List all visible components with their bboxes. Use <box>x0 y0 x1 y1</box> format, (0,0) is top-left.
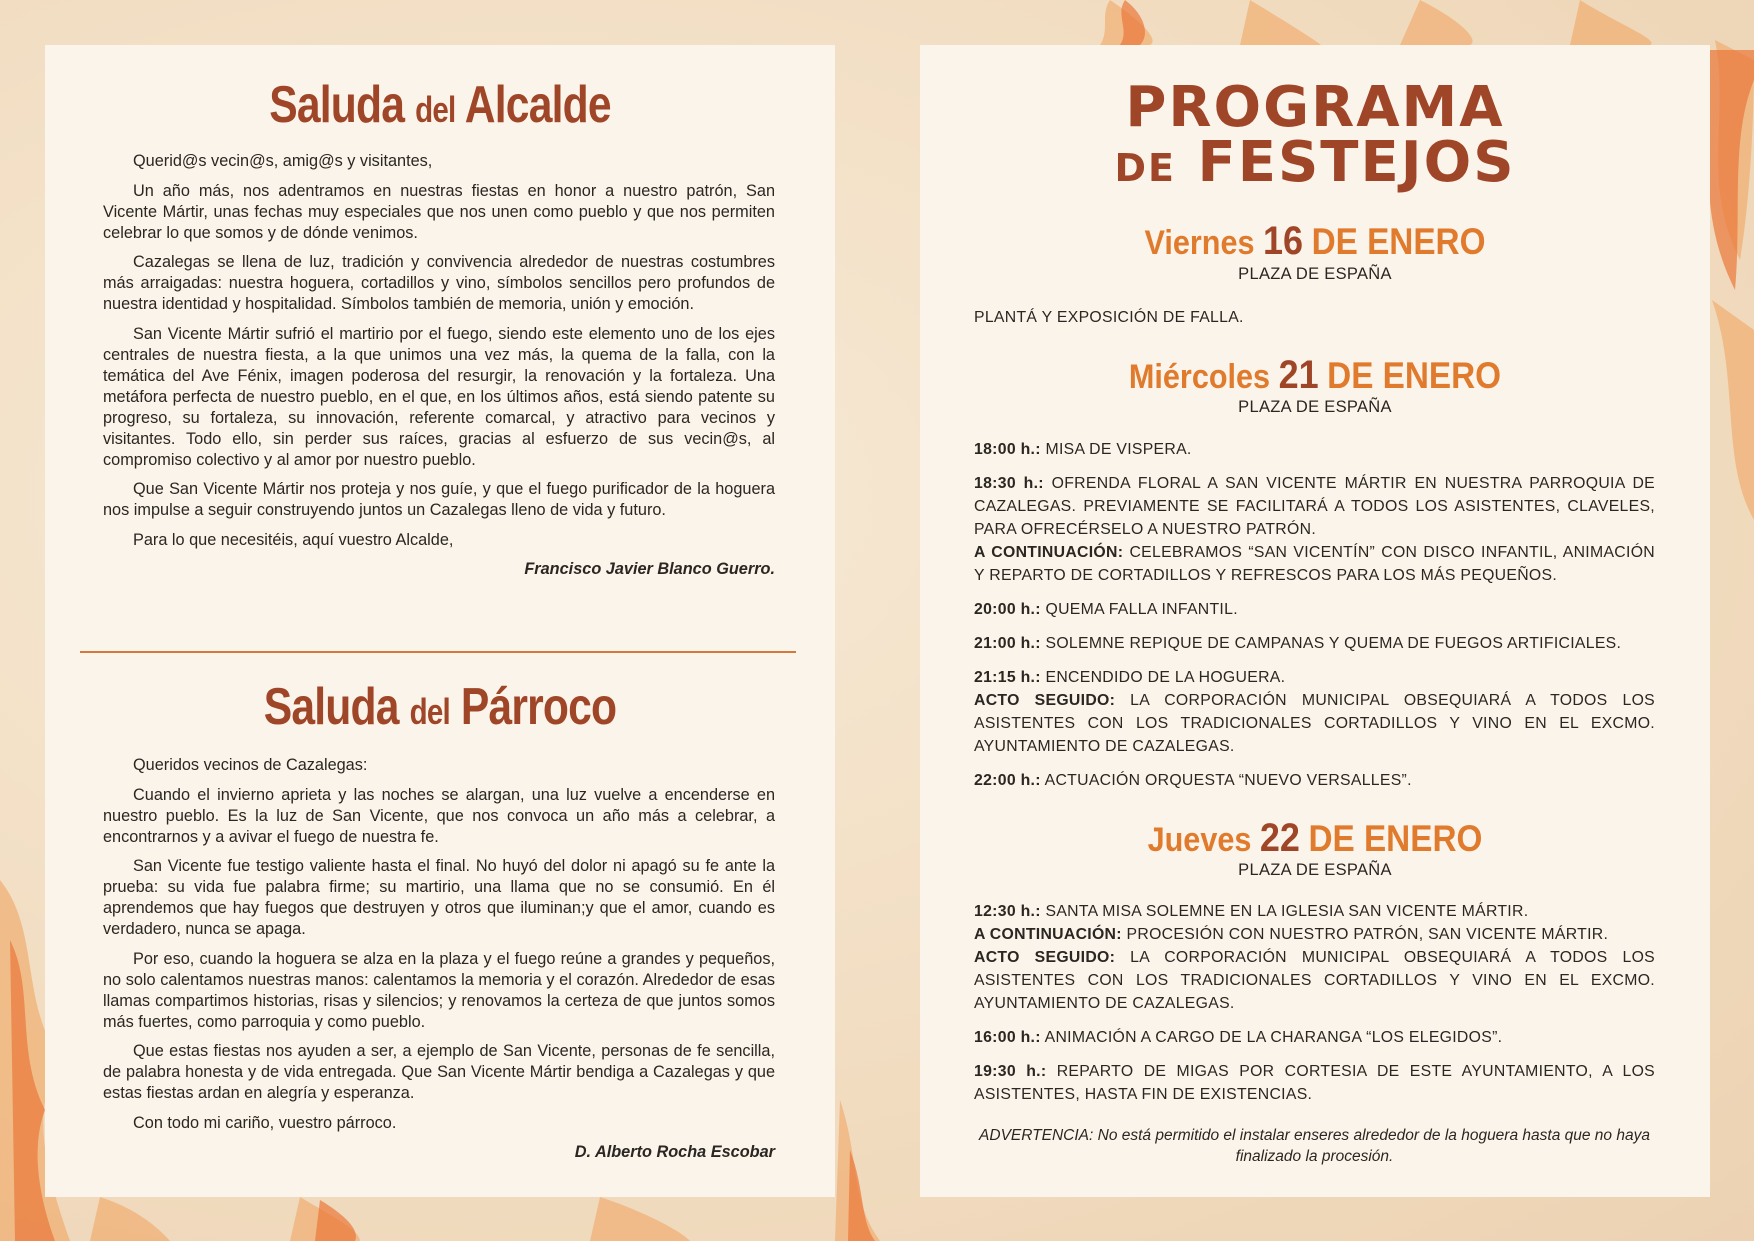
event-item: PLANTÁ Y EXPOSICIÓN DE FALLA. <box>974 309 1244 326</box>
parroco-paragraph: Cuando el invierno aprieta y las noches se alargan, una luz vuelve a encenderse en nuestro pueblo. Es la luz de San Vicente, que nos convoca un año más a celebrar, a encontrarnos y a avivar el fuego de nuestra fe. <box>103 785 775 846</box>
alcalde-paragraph: Cazalegas se llena de luz, tradición y convivencia alrededor de nuestras costumbres más arraigadas: nuestra hoguera, cortadillos y vino, símbolos sencillos pero profundos de nuestra identidad y hospitalidad. Símbolos también de memoria, unión y emoción. <box>103 253 775 313</box>
parroco-paragraph: Con todo mi cariño, vuestro párroco. <box>133 1113 397 1132</box>
parroco-signature: D. Alberto Rocha Escobar <box>574 1143 775 1161</box>
day-place: PLAZA DE ESPAÑA <box>1238 265 1392 283</box>
event-item: 18:30 h.: OFRENDA FLORAL A SAN VICENTE MÁRTIR EN NUESTRA PARROQUIA DE CAZALEGAS. PREVIAMENTE SE FACILITARÁ A TODOS LOS ASISTENTES, CLAVELES, PARA OFRECÉRSELO A NUESTRO PATRÓN. <box>974 475 1655 538</box>
event-item: 21:15 h.: ENCENDIDO DE LA HOGUERA. <box>974 669 1286 686</box>
festejos-title: DE FESTEJOS <box>1114 130 1516 195</box>
warning-note: ADVERTENCIA: No está permitido el instalar enseres alrededor de la hoguera hasta que no haya finalizado la procesión. <box>979 1127 1650 1165</box>
alcalde-title: Saluda del Alcalde <box>269 76 611 134</box>
event-item: A CONTINUACIÓN: CELEBRAMOS “SAN VICENTÍN” CON DISCO INFANTIL, ANIMACIÓN Y REPARTO DE CORTADILLOS Y REFRESCOS PARA LOS MÁS PEQUEÑOS. <box>974 544 1655 584</box>
alcalde-signature: Francisco Javier Blanco Guerro. <box>524 560 775 578</box>
event-item: 19:30 h.: REPARTO DE MIGAS POR CORTESIA DE ESTE AYUNTAMIENTO, A LOS ASISTENTES, HASTA FIN DE EXISTENCIAS. <box>974 1063 1655 1103</box>
day-place: PLAZA DE ESPAÑA <box>1238 398 1392 416</box>
programa-title: PROGRAMA <box>1125 75 1505 140</box>
events-viernes <box>974 306 1655 340</box>
programa-panel <box>920 45 1710 1197</box>
event-item: ACTO SEGUIDO: LA CORPORACIÓN MUNICIPAL OBSEQUIARÁ A TODOS LOS ASISTENTES CON LOS TRADICIONALES CORTADILLOS Y VINO EN EL EXCMO. AYUNTAMIENTO DE CAZALEGAS. <box>974 692 1655 755</box>
event-item: 22:00 h.: ACTUACIÓN ORQUESTA “NUEVO VERSALLES”. <box>974 772 1412 789</box>
events-jueves <box>974 900 1655 1117</box>
events-miercoles <box>974 438 1655 803</box>
parroco-letter <box>103 755 775 1172</box>
day-heading-viernes: Viernes 16 DE ENERO <box>1144 219 1486 263</box>
saluda-panel <box>45 45 835 1197</box>
parroco-paragraph: Queridos vecinos de Cazalegas: <box>133 756 368 774</box>
parroco-paragraph: Por eso, cuando la hoguera se alza en la plaza y el fuego reúne a grandes y pequeños, no solo calentamos nuestras manos: calentamos la memoria y el corazón. Alrededor de esas llamas compartimos historias, risas y silencios; y renovamos la certeza de que juntos somos más fuertes, como parroquia y como pueblo. <box>103 949 775 1031</box>
parroco-paragraph: San Vicente fue testigo valiente hasta el final. No huyó del dolor ni apagó su fe ante la prueba: su vida fue palabra firme; su martirio, una llama que no se consumió. En él aprendemos que hay fuegos que destruyen y otros que iluminan;y que el amor, cuando es verdadero, nunca se apaga. <box>103 857 775 938</box>
section-divider <box>80 651 796 653</box>
parroco-paragraph: Que estas fiestas nos ayuden a ser, a ejemplo de San Vicente, personas de fe sencilla, de palabra honesta y de vida entregada. Que San Vicente Mártir bendiga a Cazalegas y que estas fiestas ardan en alegría y esperanza. <box>103 1042 775 1102</box>
event-item: 20:00 h.: QUEMA FALLA INFANTIL. <box>974 601 1238 618</box>
parroco-title: Saluda del Párroco <box>263 678 617 736</box>
event-item: 12:30 h.: SANTA MISA SOLEMNE EN LA IGLESIA SAN VICENTE MÁRTIR. <box>974 903 1529 920</box>
day-heading-miercoles: Miércoles 21 DE ENERO <box>1128 353 1502 397</box>
event-item: 18:00 h.: MISA DE VISPERA. <box>974 441 1192 458</box>
day-heading-jueves: Jueves 22 DE ENERO <box>1147 816 1483 860</box>
event-item: A CONTINUACIÓN: PROCESIÓN CON NUESTRO PATRÓN, SAN VICENTE MÁRTIR. <box>974 926 1609 943</box>
event-item: 21:00 h.: SOLEMNE REPIQUE DE CAMPANAS Y QUEMA DE FUEGOS ARTIFICIALES. <box>974 635 1622 652</box>
alcalde-paragraph: Un año más, nos adentramos en nuestras fiestas en honor a nuestro patrón, San Vicente Mártir, unas fechas muy especiales que nos unen como pueblo y que nos permiten celebrar lo que somos y de dónde venimos. <box>103 181 775 242</box>
alcalde-paragraph: Que San Vicente Mártir nos proteja y nos guíe, y que el fuego purificador de la hoguera nos impulse a seguir construyendo juntos un Cazalegas lleno de vida y futuro. <box>103 480 775 519</box>
alcalde-letter <box>103 151 775 589</box>
event-item: 16:00 h.: ANIMACIÓN A CARGO DE LA CHARANGA “LOS ELEGIDOS”. <box>974 1029 1503 1046</box>
alcalde-paragraph: San Vicente Mártir sufrió el martirio por el fuego, siendo este elemento uno de los ejes centrales de nuestra fiesta, a la que unimos una vez más, la quema de la falla, con la temática del Ave Fénix, imagen poderosa del resurgir, la renovación y la fortaleza. Una metáfora perfecta de nuestro pueblo, en el que, en los últimos años, está siendo patente su progreso, su fortaleza, su innovación, referente comarcal, y atractivo para vecinos y visitantes. Todo ello, sin perder sus raíces, gracias al esfuerzo de sus vecin@s, al compromiso colectivo y al amor por nuestro pueblo. <box>103 324 775 469</box>
event-item: ACTO SEGUIDO: LA CORPORACIÓN MUNICIPAL OBSEQUIARÁ A TODOS LOS ASISTENTES CON LOS TRADICIONALES CORTADILLOS Y VINO EN EL EXCMO. AYUNTAMIENTO DE CAZALEGAS. <box>974 949 1655 1012</box>
alcalde-paragraph: Querid@s vecin@s, amig@s y visitantes, <box>133 152 433 170</box>
alcalde-paragraph: Para lo que necesitéis, aquí vuestro Alcalde, <box>133 530 454 549</box>
day-place: PLAZA DE ESPAÑA <box>1238 861 1392 879</box>
